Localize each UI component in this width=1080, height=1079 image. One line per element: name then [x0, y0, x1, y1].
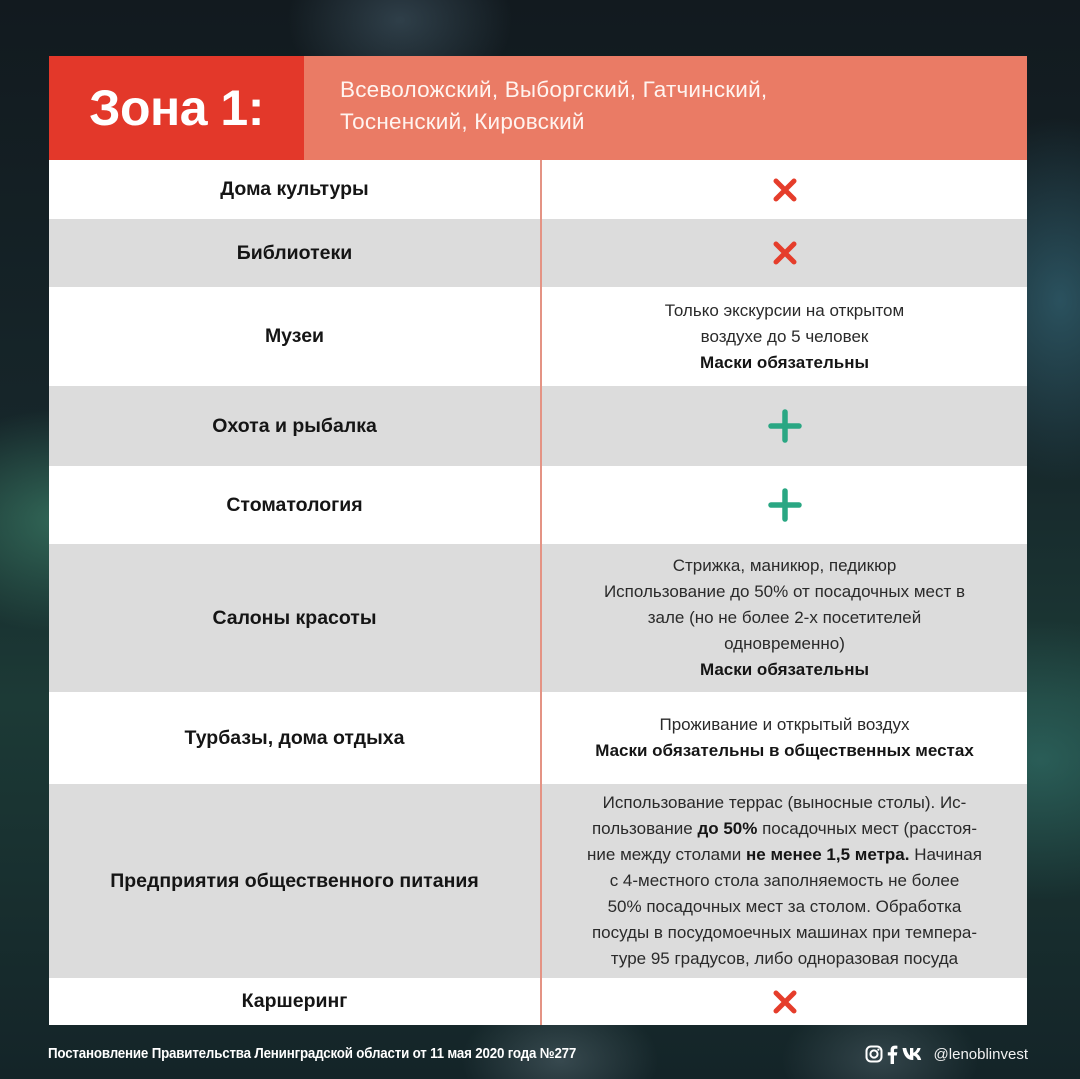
condition-line: Стрижка, маникюр, педикюр [672, 556, 897, 575]
category-label: Библиотеки [236, 241, 353, 264]
category-label: Салоны красоты [212, 606, 377, 629]
cross-icon [772, 177, 798, 203]
status-cell [540, 160, 1027, 219]
facebook-icon[interactable] [887, 1045, 898, 1064]
condition-text: посадочных мест (расстоя- [757, 819, 978, 838]
condition-text: пользование [591, 819, 698, 838]
social-handle[interactable]: @lenoblinvest [933, 1045, 1028, 1063]
condition-line: Проживание и открытый воздух [659, 715, 910, 734]
category-label: Дома культуры [220, 178, 369, 200]
zone-title: Зона 1: [89, 80, 264, 136]
table-row [49, 287, 1027, 386]
condition-text: посуды в посудомоечных машинах при темпера- [591, 923, 978, 942]
condition-text: Использование террас (выносные столы). Ис- [602, 793, 967, 812]
zone-header [49, 56, 1027, 160]
table-row [49, 219, 1027, 287]
condition-line: Использование до 50% от посадочных мест в [603, 582, 966, 601]
condition-text: 50% посадочных мест за столом. Обработка [607, 897, 962, 916]
status-cell [540, 978, 1027, 1025]
condition-text: ние между столами [587, 845, 747, 864]
condition-text: Начиная [909, 845, 982, 864]
instagram-icon[interactable] [865, 1045, 883, 1063]
table-row [49, 784, 1027, 978]
masks-required-note: Маски обязательны [699, 660, 870, 679]
social-links [865, 1045, 1028, 1064]
plus-icon [767, 408, 803, 444]
footer [48, 1041, 1028, 1067]
table-row [49, 386, 1027, 466]
condition-line [587, 842, 982, 868]
restrictions-card [49, 56, 1027, 1025]
table-row [49, 692, 1027, 784]
status-cell [540, 466, 1027, 544]
condition-text: туре 95 градусов, либо одноразовая посуда [610, 949, 959, 968]
emphasized-text: не менее 1,5 метра. [746, 845, 910, 864]
condition-line: воздухе до 5 человек [700, 326, 869, 346]
condition-line [592, 816, 977, 842]
zone-title-box [49, 56, 304, 160]
conditions-cell [540, 287, 1027, 386]
status-cell [540, 219, 1027, 287]
districts-line-1: Всеволожский, Выборгский, Гатчинский, [340, 77, 768, 102]
table-row [49, 978, 1027, 1025]
masks-required-note: Маски обязательны в общественных местах [595, 741, 974, 760]
category-label: Музеи [264, 325, 325, 347]
condition-line [592, 920, 977, 946]
condition-line: зале (но не более 2-х посетителей [647, 608, 922, 627]
condition-line [610, 868, 960, 894]
category-label: Каршеринг [241, 990, 348, 1012]
category-label: Предприятия общественного питания [110, 869, 479, 892]
legal-source: Постановление Правительства Ленинградской области от 11 мая 2020 года №277 [48, 1046, 577, 1062]
table-row [49, 160, 1027, 219]
status-cell [540, 386, 1027, 466]
category-label: Охота и рыбалка [212, 414, 377, 437]
table-row [49, 544, 1027, 692]
districts-line-2: Тосненский, Кировский [340, 109, 585, 134]
plus-icon [767, 487, 803, 523]
condition-line [608, 894, 962, 920]
conditions-cell [540, 784, 1027, 978]
category-label: Турбазы, дома отдыха [184, 726, 405, 749]
conditions-cell [540, 544, 1027, 692]
conditions-cell [540, 692, 1027, 784]
condition-text: с 4-местного стола заполняемость не более [609, 871, 960, 890]
districts-box [304, 56, 1027, 160]
condition-line: одновременно) [724, 634, 845, 653]
condition-line [611, 946, 958, 972]
condition-line [603, 790, 967, 816]
cross-icon [772, 989, 798, 1015]
masks-required-note: Маски обязательны [699, 352, 870, 372]
table-row [49, 466, 1027, 544]
cross-icon [772, 240, 798, 266]
restrictions-table [49, 160, 1027, 1025]
condition-line: Только экскурсии на открытом [664, 300, 905, 320]
category-label: Стоматология [226, 493, 363, 516]
vk-icon[interactable] [902, 1047, 924, 1061]
emphasized-text: до 50% [697, 819, 758, 838]
